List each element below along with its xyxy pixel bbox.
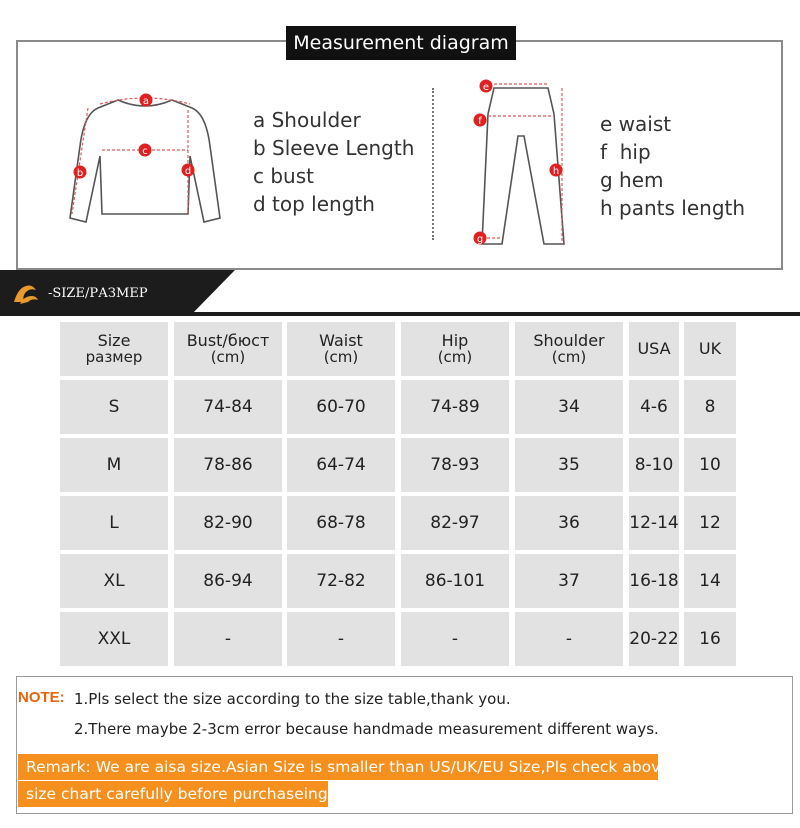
header-shoulder-label: Shoulder [533, 331, 605, 350]
header-uk [684, 322, 736, 376]
cell-uk: 14 [684, 554, 736, 608]
svg-text:g: g [476, 234, 484, 245]
svg-text:d: d [184, 166, 192, 177]
cell-uk: 10 [684, 438, 736, 492]
note-line-1: 1.Pls select the size according to the size table,thank you. [74, 690, 511, 708]
header-shoulder [515, 322, 623, 376]
marker-c [139, 144, 152, 158]
cell-waist: 64-74 [287, 438, 395, 492]
header-bust-label: Bust/бюст [186, 331, 270, 350]
top-measurement-legend [253, 106, 414, 218]
cell-waist: 68-78 [287, 496, 395, 550]
cell-bust: 82-90 [174, 496, 282, 550]
cell-usa: 16-18 [629, 554, 679, 608]
cell-uk: 12 [684, 496, 736, 550]
header-hip-label: Hip [441, 331, 469, 350]
cell-hip: - [401, 612, 509, 666]
header-size-label: Size [97, 331, 131, 350]
cell-shoulder: 37 [515, 554, 623, 608]
cell-shoulder: 35 [515, 438, 623, 492]
cell-waist: 60-70 [287, 380, 395, 434]
header-shoulder-sublabel: (cm) [551, 348, 587, 366]
cell-usa: 8-10 [629, 438, 679, 492]
cell-size: L [60, 496, 168, 550]
cell-hip: 82-97 [401, 496, 509, 550]
cell-hip: 78-93 [401, 438, 509, 492]
cell-shoulder: 34 [515, 380, 623, 434]
size-section-header [0, 270, 800, 316]
cell-size: S [60, 380, 168, 434]
cell-shoulder: - [515, 612, 623, 666]
legend-shoulder: a Shoulder [253, 108, 361, 132]
cell-size: XL [60, 554, 168, 608]
header-waist [287, 322, 395, 376]
header-hip-sublabel: (cm) [437, 348, 473, 366]
remark-line-2: size chart carefully before purchaseing. [18, 781, 328, 807]
header-uk-label: UK [698, 339, 722, 358]
top-garment-illustration [60, 86, 230, 236]
size-header-label: -SIZE/РАЗМЕР [48, 286, 148, 301]
header-waist-label: Waist [319, 331, 363, 350]
svg-text:b: b [76, 168, 84, 179]
legend-hem: g hem [600, 168, 664, 192]
cell-bust: 74-84 [174, 380, 282, 434]
svg-text:e: e [482, 82, 490, 93]
header-bust-sublabel: (cm) [210, 348, 246, 366]
cell-bust: - [174, 612, 282, 666]
legend-waist: e waist [600, 112, 672, 136]
cell-uk: 16 [684, 612, 736, 666]
cell-size: XXL [60, 612, 168, 666]
cell-usa: 20-22 [629, 612, 679, 666]
legend-top-length: d top length [253, 192, 375, 216]
svg-text:f: f [478, 116, 482, 127]
header-size [60, 322, 168, 376]
cell-waist: - [287, 612, 395, 666]
cell-shoulder: 36 [515, 496, 623, 550]
pants-illustration [466, 74, 576, 250]
cell-bust: 78-86 [174, 438, 282, 492]
diagram-title: Measurement diagram [286, 26, 516, 60]
svg-text:c: c [142, 146, 148, 157]
brand-logo-icon [10, 280, 40, 306]
marker-e [480, 80, 493, 94]
marker-g [474, 232, 487, 246]
marker-d [182, 164, 195, 178]
legend-pants-length: h pants length [600, 196, 746, 220]
remark-line-1: Remark: We are aisa size.Asian Size is smaller than US/UK/EU Size,Pls check above [18, 754, 658, 780]
legend-sleeve-length: b Sleeve Length [253, 136, 415, 160]
header-size-sublabel: размер [85, 348, 143, 366]
cell-uk: 8 [684, 380, 736, 434]
cell-hip: 74-89 [401, 380, 509, 434]
marker-f [474, 114, 487, 128]
header-usa [629, 322, 679, 376]
header-bust [174, 322, 282, 376]
cell-bust: 86-94 [174, 554, 282, 608]
diagram-divider [432, 88, 434, 240]
size-table [60, 322, 738, 672]
svg-text:h: h [552, 166, 560, 177]
note-line-2: 2.There maybe 2-3cm error because handmade measurement different ways. [74, 720, 659, 738]
cell-size: M [60, 438, 168, 492]
note-label: NOTE: [18, 689, 65, 706]
header-hip [401, 322, 509, 376]
cell-hip: 86-101 [401, 554, 509, 608]
cell-waist: 72-82 [287, 554, 395, 608]
cell-usa: 4-6 [629, 380, 679, 434]
legend-bust: c bust [253, 164, 314, 188]
marker-h [550, 164, 563, 178]
cell-usa: 12-14 [629, 496, 679, 550]
svg-text:a: a [142, 96, 150, 107]
header-waist-sublabel: (cm) [323, 348, 359, 366]
size-header-rule [180, 312, 800, 316]
pants-measurement-legend [600, 110, 745, 222]
header-usa-label: USA [637, 339, 671, 358]
legend-hip: f hip [600, 140, 651, 164]
